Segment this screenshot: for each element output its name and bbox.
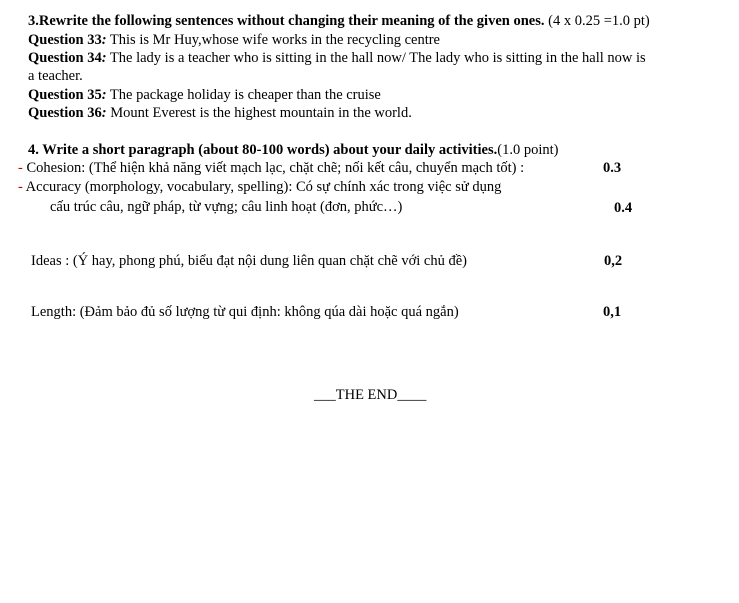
question-33 (28, 31, 440, 49)
end-text: ___THE END____ (314, 387, 427, 403)
question-sep: : (101, 50, 107, 66)
criterion-score: 0,2 (604, 253, 623, 269)
question-answer: This is Mr Huy,whose wife works in the recycling centre (106, 32, 440, 48)
criterion-text-cont: cấu trúc câu, ngữ pháp, từ vựng; câu linh hoạt (đơn, phức…) (50, 199, 403, 215)
criterion-text: Ideas : (Ý hay, phong phú, biểu đạt nội dung liên quan chặt chẽ với chủ đề) (31, 253, 467, 269)
question-answer: The lady is a teacher who is sitting in the hall now/ The lady who is sitting in the hall now is (106, 50, 646, 66)
criterion-ideas (31, 252, 467, 270)
question-label: Question 33 (28, 32, 102, 48)
criterion-accuracy (18, 178, 501, 196)
question-label: Question 35 (28, 87, 102, 103)
question-label: Question 34 (28, 50, 102, 66)
bullet-dash: - (18, 179, 23, 195)
section3-heading: 3.Rewrite the following sentences without changing their meaning of the given ones. (28, 13, 545, 29)
question-35 (28, 86, 381, 104)
criterion-text: Length: (Đảm bảo đủ số lượng từ qui định: không qúa dài hoặc quá ngắn) (31, 304, 459, 320)
question-label: Question 36 (28, 105, 102, 121)
question-34-continuation (28, 67, 83, 85)
section3-heading-line (28, 12, 650, 30)
bullet-dash: - (18, 160, 23, 176)
question-sep: : (101, 87, 107, 103)
section4-points: (1.0 point) (497, 142, 559, 158)
question-answer-cont: a teacher. (28, 68, 83, 84)
criterion-cohesion (18, 159, 524, 177)
criterion-score: 0.4 (614, 200, 633, 216)
criterion-accuracy-continuation (50, 198, 402, 216)
the-end-footer (314, 386, 426, 404)
criterion-text: Cohesion: (Thể hiện khả năng viết mạch lạc, chặt chẽ; nối kết câu, chuyển mạch tốt) : (22, 160, 525, 176)
section3-points: (4 x 0.25 =1.0 pt) (548, 13, 650, 29)
section4-heading: 4. Write a short paragraph (about 80-100 words) about your daily activities. (28, 142, 498, 158)
question-answer: The package holiday is cheaper than the cruise (106, 87, 381, 103)
criterion-score: 0,1 (603, 304, 622, 320)
question-answer: Mount Everest is the highest mountain in the world. (106, 105, 412, 121)
criterion-score: 0.3 (603, 160, 622, 176)
question-sep: : (101, 32, 107, 48)
criterion-text: Accuracy (morphology, vocabulary, spelling): Có sự chính xác trong việc sử dụng (22, 179, 502, 195)
question-sep: : (101, 105, 107, 121)
question-34 (28, 49, 646, 67)
section4-heading-line (28, 141, 558, 159)
question-36 (28, 104, 412, 122)
criterion-length (31, 303, 459, 321)
